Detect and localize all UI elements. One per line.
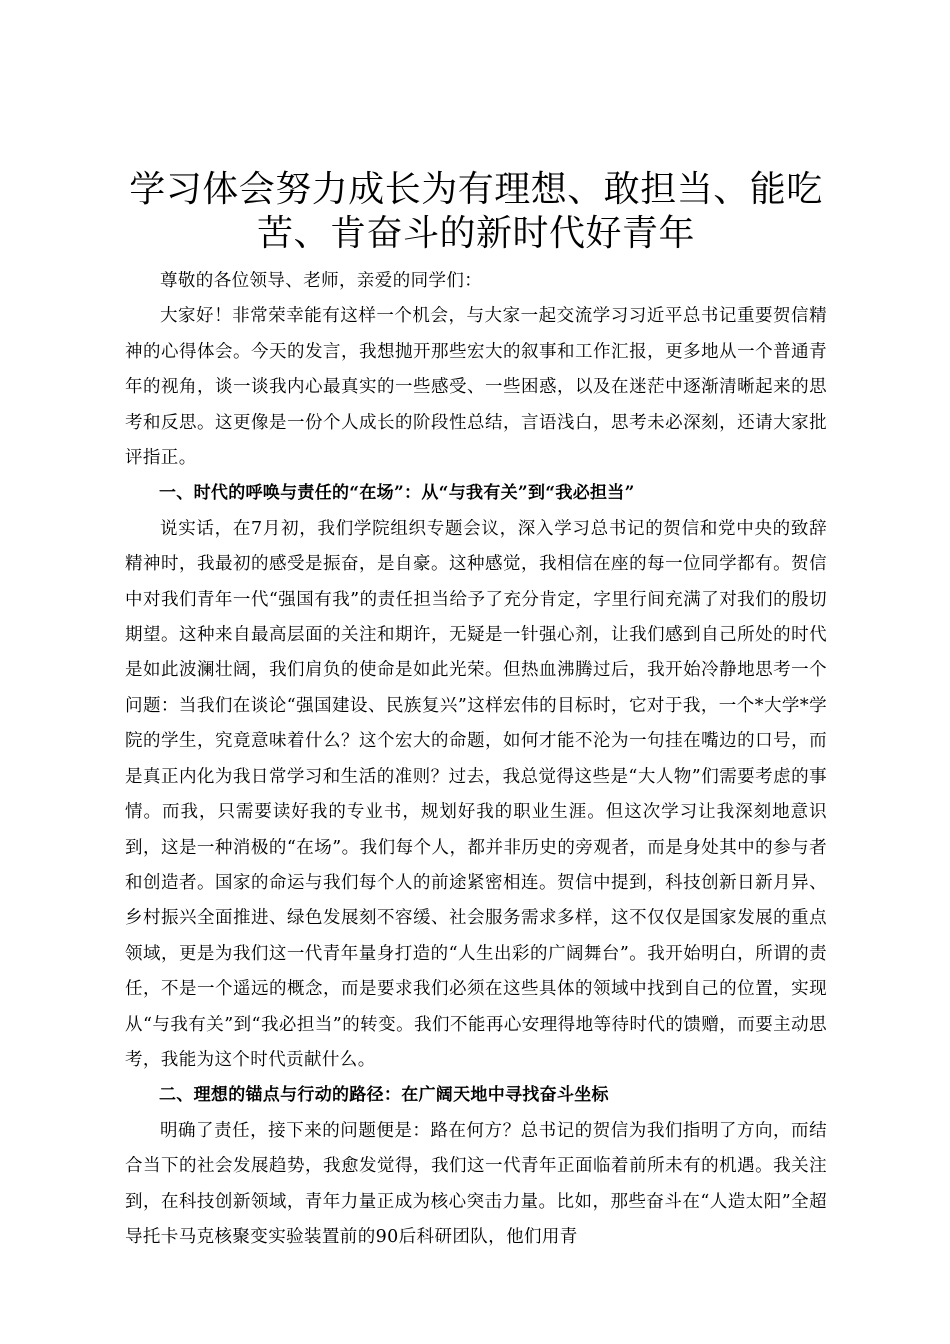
section-heading-2: 二、理想的锚点与行动的路径：在广阔天地中寻找奋斗坐标	[159, 1085, 609, 1106]
document-body	[125, 264, 827, 1255]
greeting-paragraph: 尊敬的各位领导、老师，亲爱的同学们：	[160, 271, 483, 291]
section-2-paragraph: 明确了责任，接下来的问题便是：路在何方？总书记的贺信为我们指明了方向，而结合当下的社会发展趋势，我愈发觉得，我们这一代青年正面临着前所未有的机遇。我关注到，在科技创新领域，青年力量正成为核心突击力量。比如，那些奋斗在“人造太阳”全超导托卡马克核聚变实验装置前的90后科研团队，他们用青	[125, 1120, 827, 1247]
intro-paragraph: 大家好！非常荣幸能有这样一个机会，与大家一起交流学习习近平总书记重要贺信精神的心得体会。今天的发言，我想抛开那些宏大的叙事和工作汇报，更多地从一个普通青年的视角，谈一谈我内心最真实的一些感受、一些困惑，以及在迷茫中逐渐清晰起来的思考和反思。这更像是一份个人成长的阶段性总结，言语浅白，思考未必深刻，还请大家批评指正。	[125, 306, 827, 469]
section-1-paragraph: 说实话，在7月初，我们学院组织专题会议，深入学习总书记的贺信和党中央的致辞精神时，我最初的感受是振奋，是自豪。这种感觉，我相信在座的每一位同学都有。贺信中对我们青年一代“强国有我”的责任担当给予了充分肯定，字里行间充满了对我们的殷切期望。这种来自最高层面的关注和期许，无疑是一针强心剂，让我们感到自己所处的时代是如此波澜壮阔，我们肩负的使命是如此光荣。但热血沸腾过后，我开始冷静地思考一个问题：当我们在谈论“强国建设、民族复兴”这样宏伟的目标时，它对于我，一个*大学*学院的学生，究竟意味着什么？这个宏大的命题，如何才能不沦为一句挂在嘴边的口号，而是真正内化为我日常学习和生活的准则？过去，我总觉得这些是“大人物”们需要考虑的事情。而我，只需要读好我的专业书，规划好我的职业生涯。但这次学习让我深刻地意识到，这是一种消极的“在场”。我们每个人，都并非历史的旁观者，而是身处其中的参与者和创造者。国家的命运与我们每个人的前途紧密相连。贺信中提到，科技创新日新月异、乡村振兴全面推进、绿色发展刻不容缓、社会服务需求多样，这不仅仅是国家发展的重点领域，更是为我们这一代青年量身打造的“人生出彩的广阔舞台”。我开始明白，所谓的责任，不是一个遥远的概念，而是要求我们必须在这些具体的领域中找到自己的位置，实现从“与我有关”到“我必担当”的转变。我们不能再心安理得地等待时代的馈赠，而要主动思考，我能为这个时代贡献什么。	[125, 518, 827, 1070]
document-title: 学习体会努力成长为有理想、敢担当、能吃苦、肯奋斗的新时代好青年	[129, 169, 823, 254]
section-heading-1: 一、时代的呼唤与责任的“在场”：从“与我有关”到“我必担当”	[159, 483, 635, 504]
document-page	[125, 168, 827, 1255]
